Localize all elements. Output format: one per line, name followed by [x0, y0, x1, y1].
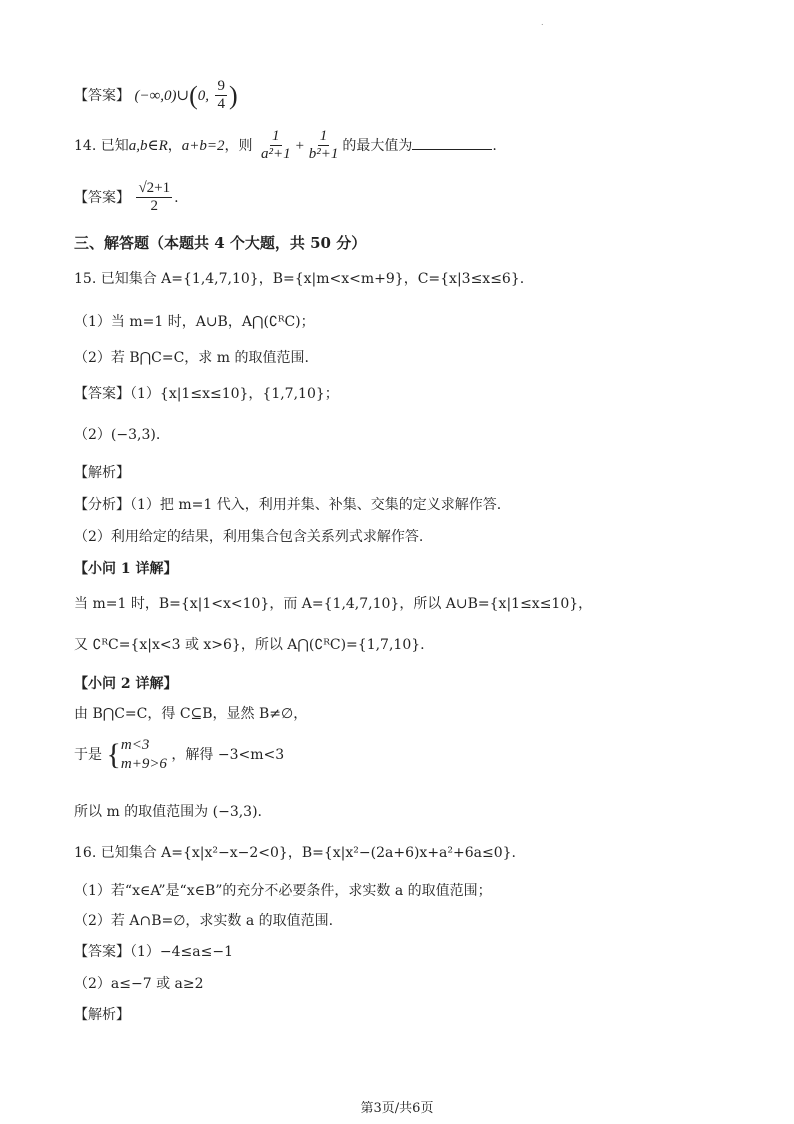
q14-answer-line	[74, 180, 179, 216]
q15-part-2: （2）若 B⋂C=C，求 m 的取值范围.	[74, 350, 309, 366]
q14-cond2: a+b=2	[181, 137, 225, 154]
q15-fenxi-1	[74, 498, 501, 512]
system-suffix: ，解得 −3<m<3	[171, 747, 285, 763]
system-rows	[121, 738, 167, 772]
q15-answer-1	[74, 387, 339, 401]
q14-cond1: a,b∈R	[128, 137, 168, 154]
q15-sub2-conclusion: 所以 m 的取值范围为 (−3,3).	[74, 804, 262, 820]
q13-answer-line	[74, 78, 238, 114]
answer-fraction	[215, 78, 227, 114]
q15-sub1-line1: 当 m=1 时，B={x|1<x<10}，而 A={1,4,7,10}，所以 A∪B={x|1≤x≤10}，	[74, 596, 593, 612]
q15-analysis-label: 【解析】	[74, 465, 130, 481]
q14-number: 14.	[74, 137, 97, 154]
answer-end: .	[174, 189, 179, 206]
answer-text: （1）{x|1≤x≤10}，{1,7,10}；	[130, 386, 339, 402]
q15-sub2-line1: 由 B⋂C=C，得 C⊆B，显然 B≠∅，	[74, 706, 308, 722]
q14-text-g: 的最大值为	[342, 137, 413, 154]
fraction-denominator: 2	[150, 198, 159, 215]
system-row-1: m<3	[120, 737, 150, 753]
q16-part-2: （2）若 A∩B=∅，求实数 a 的取值范围.	[74, 913, 334, 929]
answer-label: 【答案】	[74, 944, 130, 960]
answer-fraction	[136, 180, 172, 216]
q15-fenxi-2: （2）利用给定的结果，利用集合包含关系列式求解作答.	[74, 529, 424, 545]
system-prefix: 于是	[74, 747, 102, 763]
q15-part-1: （1）当 m=1 时，A∪B，A⋂(∁ᴿC)；	[74, 314, 315, 330]
q14-end: .	[492, 137, 497, 154]
page-footer: 第3页/共6页	[360, 1101, 434, 1116]
q15-sub1-heading: 【小问 1 详解】	[74, 561, 178, 577]
q16-part-1: （1）若“x∈A”是“x∈B”的充分不必要条件，求实数 a 的取值范围；	[74, 883, 492, 899]
answer-label: 【答案】	[74, 87, 130, 104]
answer-zero: 0,	[197, 87, 209, 104]
fraction-numerator: 9	[215, 78, 227, 96]
q14-text-a: 已知	[100, 137, 129, 154]
q16-statement: 16. 已知集合 A={x|x²−x−2<0}，B={x|x²−(2a+6)x+a²+6a≤0}.	[74, 845, 516, 861]
paren-open: (	[189, 80, 198, 110]
fenxi-text: （1）把 m=1 代入，利用并集、补集、交集的定义求解作答.	[130, 497, 502, 513]
q14-line	[74, 128, 497, 164]
left-brace: {	[106, 738, 121, 771]
q15-sub2-system-line	[74, 738, 284, 772]
q16-answer-2: （2）a≤−7 或 a≥2	[74, 976, 204, 992]
fraction-numerator: √2+1	[136, 180, 172, 198]
answer-union: (−∞,0)∪	[134, 87, 190, 104]
answer-label: 【答案】	[74, 189, 130, 206]
fraction-numerator: 1	[318, 128, 330, 146]
q14-plus: +	[294, 137, 305, 154]
q15-statement: 15. 已知集合 A={1,4,7,10}，B={x|m<x<m+9}，C={x|3≤x≤6}.	[74, 271, 525, 287]
fraction-denominator: 4	[217, 96, 225, 113]
q14-answer-blank	[412, 137, 492, 150]
fraction-denominator: b²+1	[308, 146, 339, 163]
answer-text: （1）−4≤a≤−1	[130, 944, 233, 960]
q16-analysis-label: 【解析】	[74, 1007, 130, 1023]
q15-sub1-line2: 又 ∁ᴿC={x|x<3 或 x>6}，所以 A⋂(∁ᴿC)={1,7,10}.	[74, 637, 425, 653]
corner-dot: .	[541, 18, 544, 27]
section-3-heading: 三、解答题（本题共 4 个大题，共 50 分）	[74, 234, 367, 252]
fraction-numerator: 1	[270, 128, 282, 146]
q15-answer-2: （2）(−3,3).	[74, 427, 161, 443]
q14-fraction-2	[307, 128, 341, 164]
q15-sub2-heading: 【小问 2 详解】	[74, 676, 178, 692]
paren-close: )	[228, 80, 238, 110]
q14-fraction-1	[259, 128, 293, 164]
inequality-system	[106, 738, 166, 772]
fraction-denominator: a²+1	[260, 146, 291, 163]
q14-text-e: ，则	[224, 137, 253, 154]
system-row-2: m+9>6	[120, 756, 167, 772]
q14-text-c: ，	[167, 137, 182, 154]
q16-answer-1	[74, 945, 233, 959]
answer-label: 【答案】	[74, 386, 130, 402]
fenxi-label: 【分析】	[74, 497, 130, 513]
